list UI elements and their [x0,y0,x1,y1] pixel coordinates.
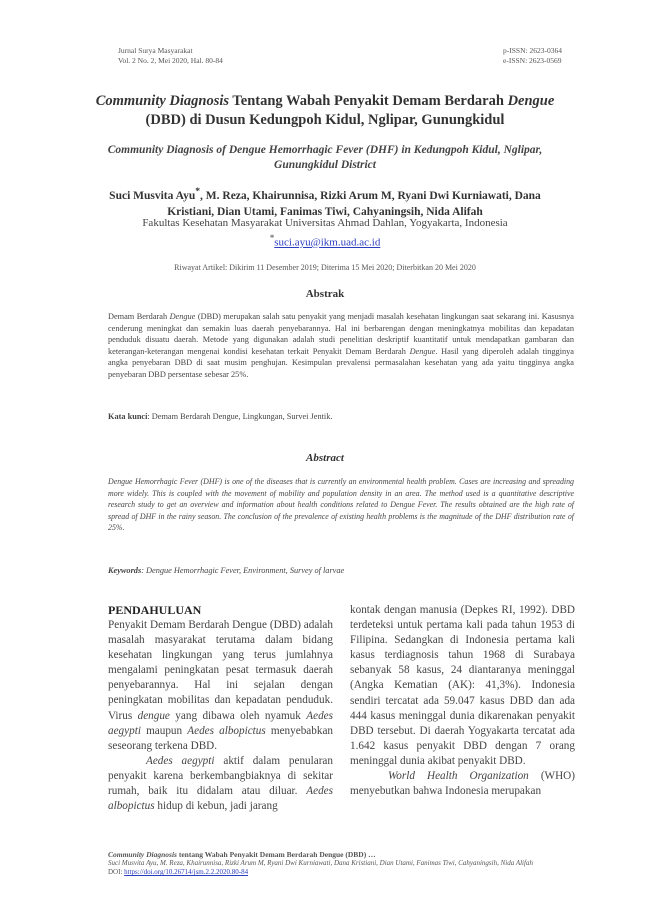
email-line [90,231,560,251]
body-column-left [108,603,333,814]
abstract-heading: Abstract [306,452,344,464]
keywords-label: Keywords [108,566,142,575]
affiliation: Fakultas Kesehatan Masyarakat Universitas Ahmad Dahlan, Yogyakarta, Indonesia [142,217,508,229]
journal-header [118,46,223,66]
kata-kunci [108,412,574,421]
footer-title [108,850,574,859]
kata-kunci-text: : Demam Berdarah Dengue, Lingkungan, Survei Jentik. [147,412,333,421]
footer-authors [108,859,574,868]
other-authors: , M. Reza, Khairunnisa, Rizki Arum M, Ryani Dwi Kurniawati, Dana Kristiani, Dian Utami, Fanimas Tiwi, Cahyaningsih, Nida Alifah [167,189,541,218]
footer-title-text: tentang Wabah Penyakit Demam Berdarah Dengue (DBD) … [176,850,376,859]
keywords [108,566,574,575]
abstrak-part-3: . Hasil yang diperoleh adalah tingginya angka penyebaran DBD di saat musim penghujan. Kesimpulan prevalensi permasalahan kesehatan yang ada yaitu tingginya angka penyebaran DBD persentase sebesar 25%. [108,346,574,379]
para1-text-c: maupun [140,724,188,737]
para4-text: (WHO) menyebutkan bahwa Indonesia merupakan [350,770,575,798]
abstract-text: Dengue Hemorrhagic Fever (DHF) is one of the diseases that is currently an environmental health problem. Cases are increasing and spreading more widely. This is coupled with the movement of mobility and population density in an area. The method used is a quantitative descriptive research study to get an overview and information about health conditions related to Dengue Fever. The results obtained are the high rate of spread of DHF in the rainy season. The conclusion of the prevalence of existing health problems is the magnitude of the DHF distribution rate of 25%. [108,477,574,533]
intro-paragraph-1 [108,618,333,754]
para1-text-b: yang dibawa oleh nyamuk [169,709,307,722]
abstrak-italic-2: Dengue [409,346,436,356]
intro-paragraph-2 [108,754,333,814]
first-author: Suci Musvita Ayu [109,189,196,202]
affiliation-block [90,216,560,251]
issn-block [503,46,562,66]
abstrak-italic-1: Dengue [169,312,196,321]
title-english: Community Diagnosis of Dengue Hemorrhagic Fever (DHF) in Kedungpoh Kidul, Nglipar, Gunungkidul District [107,144,543,171]
email-mark: * [269,233,275,243]
title-part-4: (DBD) di Dusun Kedungpoh Kidul, Nglipar, Gunungkidul [145,112,505,128]
body-column-right [350,603,575,799]
para1-italic-b: Aedes aegypti [108,709,333,737]
email-link[interactable]: suci.ayu@ikm.uad.ac.id [274,236,381,249]
doi-label: DOI: [108,868,125,877]
section-heading: PENDAHULUAN [108,603,202,617]
e-issn: e-ISSN: 2623-0569 [503,56,562,65]
para2-text-e: aktif dalam penularan penyakit karena berkembangbiaknya di sekitar rumah, baik itu didalam atau diluar. [108,754,333,798]
keywords-text: : Dengue Hemorrhagic Fever, Environment, Survey of larvae [141,566,345,575]
title-indonesian [90,92,560,130]
intro-paragraph-3: kontak dengan manusia (Depkes RI, 1992). DBD terdeteksi untuk pertama kali pada tahun 1953 di Filipina. Sedangkan di Indonesia pertama kali kasus terdiagnosis tahun 1968 di Surabaya sebanyak 58 kasus, 24 diantaranya meninggal (Angka Kematian (AK): 41,3%). Indonesia sendiri tercatat ada 59.047 kasus DBD dan ada 444 kasus meninggal dunia dikarenakan penyakit DBD tersebut. Di daerah Yogyakarta tercatat ada 1.642 kasus penyakit DBD dengan 7 orang meninggal dunia akibat penyakit DBD. [350,604,575,767]
corresponding-mark: * [195,186,201,197]
title-part-1: Community Diagnosis [95,93,230,109]
para1-text-d: menyebabkan seseorang terkena DBD. [108,724,333,752]
footer-title-italic: Community Diagnosis [108,850,177,859]
journal-name: Jurnal Surya Masyarakat [118,46,193,55]
abstrak-text [108,311,574,381]
author-list [90,184,560,220]
journal-volume: Vol. 2 No. 2, Mei 2020, Hal. 80-84 [118,56,223,65]
article-history: Riwayat Artikel: Dikirim 11 Desember 2019; Diterima 15 Mei 2020; Diterbitkan 20 Mei 2020 [174,263,476,272]
kata-kunci-label: Kata kunci [108,412,148,421]
para2-italic-f: Aedes albopictus [108,785,333,813]
title-part-3: Dengue [507,93,555,109]
footer-authors-text: Suci Musvita Ayu, M. Reza, Khairunnisa, Rizki Arum M, Ryani Dwi Kurniawati, Dana Kristiani, Dian Utami, Fanimas Tiwi, Cahyaningsih, Nida Alifah [108,859,533,868]
doi-link[interactable]: https://doi.org/10.26714/jsm.2.2.2020.80-84 [124,868,249,877]
para1-italic-c: Aedes albopictus [187,724,266,737]
intro-paragraph-4 [350,769,575,799]
para2-italic-e: Aedes aegypti [146,754,215,767]
page-footer [108,850,574,878]
para2-text-f: hidup di kebun, jadi jarang [154,800,278,813]
para1-text-a: Penyakit Demam Berdarah Dengue (DBD) adalah masalah masyarakat terutama dalam bidang kesehatan lingkungan yang terus jumlahnya mengalami peningkatan pesat termasuk daerah penyebarannya. Hal ini sejalan dengan peningkatan mobilitas dan kepadatan penduduk. Virus [108,619,333,722]
title-part-2: Tentang Wabah Penyakit Demam Berdarah [229,93,508,109]
footer-doi [108,868,574,877]
abstrak-part-2: (DBD) merupakan salah satu penyakit yang menjadi masalah kesehatan lingkungan saat sekarang ini. Kasusnya cenderung meningkat dan semakin luas daerah penyebarannya. Hal ini berbarengan dengan meningkatnya mobilitas dan kepadatan penduduk disuatu daerah. Metode yang digunakan adalah studi penelitian deskriptif kuantitatif untuk mendapatkan gambaran dan keterangan-keterangan mengenai kondisi kesehatan terkait Penyakit Demam Berdarah [108,312,574,356]
para4-italic: World Health Organization [388,770,529,783]
abstrak-heading: Abstrak [305,288,345,300]
para1-italic-a: dengue [137,709,170,722]
abstrak-part-1: Demam Berdarah [108,312,170,321]
p-issn: p-ISSN: 2623-0364 [503,46,562,55]
